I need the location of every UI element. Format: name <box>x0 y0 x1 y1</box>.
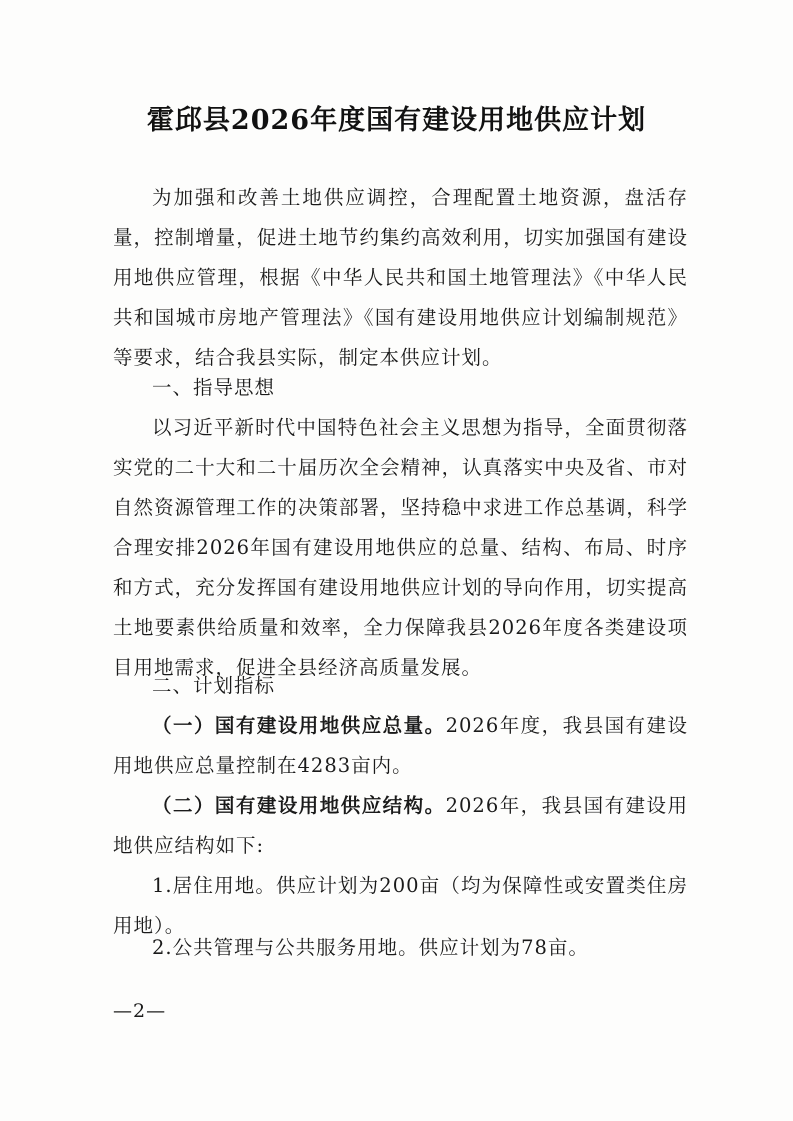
section2-item2-text: 2026年，我县国有建设用地供应结构如下: <box>113 794 688 857</box>
section2-item1 <box>113 706 688 786</box>
page-number: —2— <box>113 1000 167 1022</box>
section2-item1-text: 2026年度，我县国有建设用地供应总量控制在4283亩内。 <box>113 714 688 777</box>
section2-item2-lead: （二）国有建设用地供应结构。 <box>152 794 446 817</box>
section2-heading: 二、计划指标 <box>152 674 276 697</box>
section2-sub1: 1.居住用地。供应计划为200亩（均为保障性或安置类住房用地）。 <box>113 874 688 937</box>
intro-paragraph: 为加强和改善土地供应调控，合理配置土地资源，盘活存量，控制增量，促进土地节约集约高效利用，切实加强国有建设用地供应管理，根据《中华人民共和国土地管理法》《中华人民共和国城市房地产管理法》《国有建设用地供应计划编制规范》等要求，结合我县实际，制定本供应计划。 <box>113 186 688 369</box>
section2-item1-lead: （一）国有建设用地供应总量。 <box>152 714 446 737</box>
document-title: 霍邱县2026年度国有建设用地供应计划 <box>146 105 647 136</box>
section1-heading: 一、指导思想 <box>152 376 276 399</box>
section1-body: 以习近平新时代中国特色社会主义思想为指导，全面贯彻落实党的二十大和二十届历次全会精神，认真落实中央及省、市对自然资源管理工作的决策部署，坚持稳中求进工作总基调，科学合理安排2026年国有建设用地供应的总量、结构、布局、时序和方式，充分发挥国有建设用地供应计划的导向作用，切实提高土地要素供给质量和效率，全力保障我县2026年度各类建设项目用地需求，促进全县经济高质量发展。 <box>113 416 688 679</box>
section2-sub2: 2.公共管理与公共服务用地。供应计划为78亩。 <box>152 936 589 959</box>
section2-item2 <box>113 786 688 866</box>
